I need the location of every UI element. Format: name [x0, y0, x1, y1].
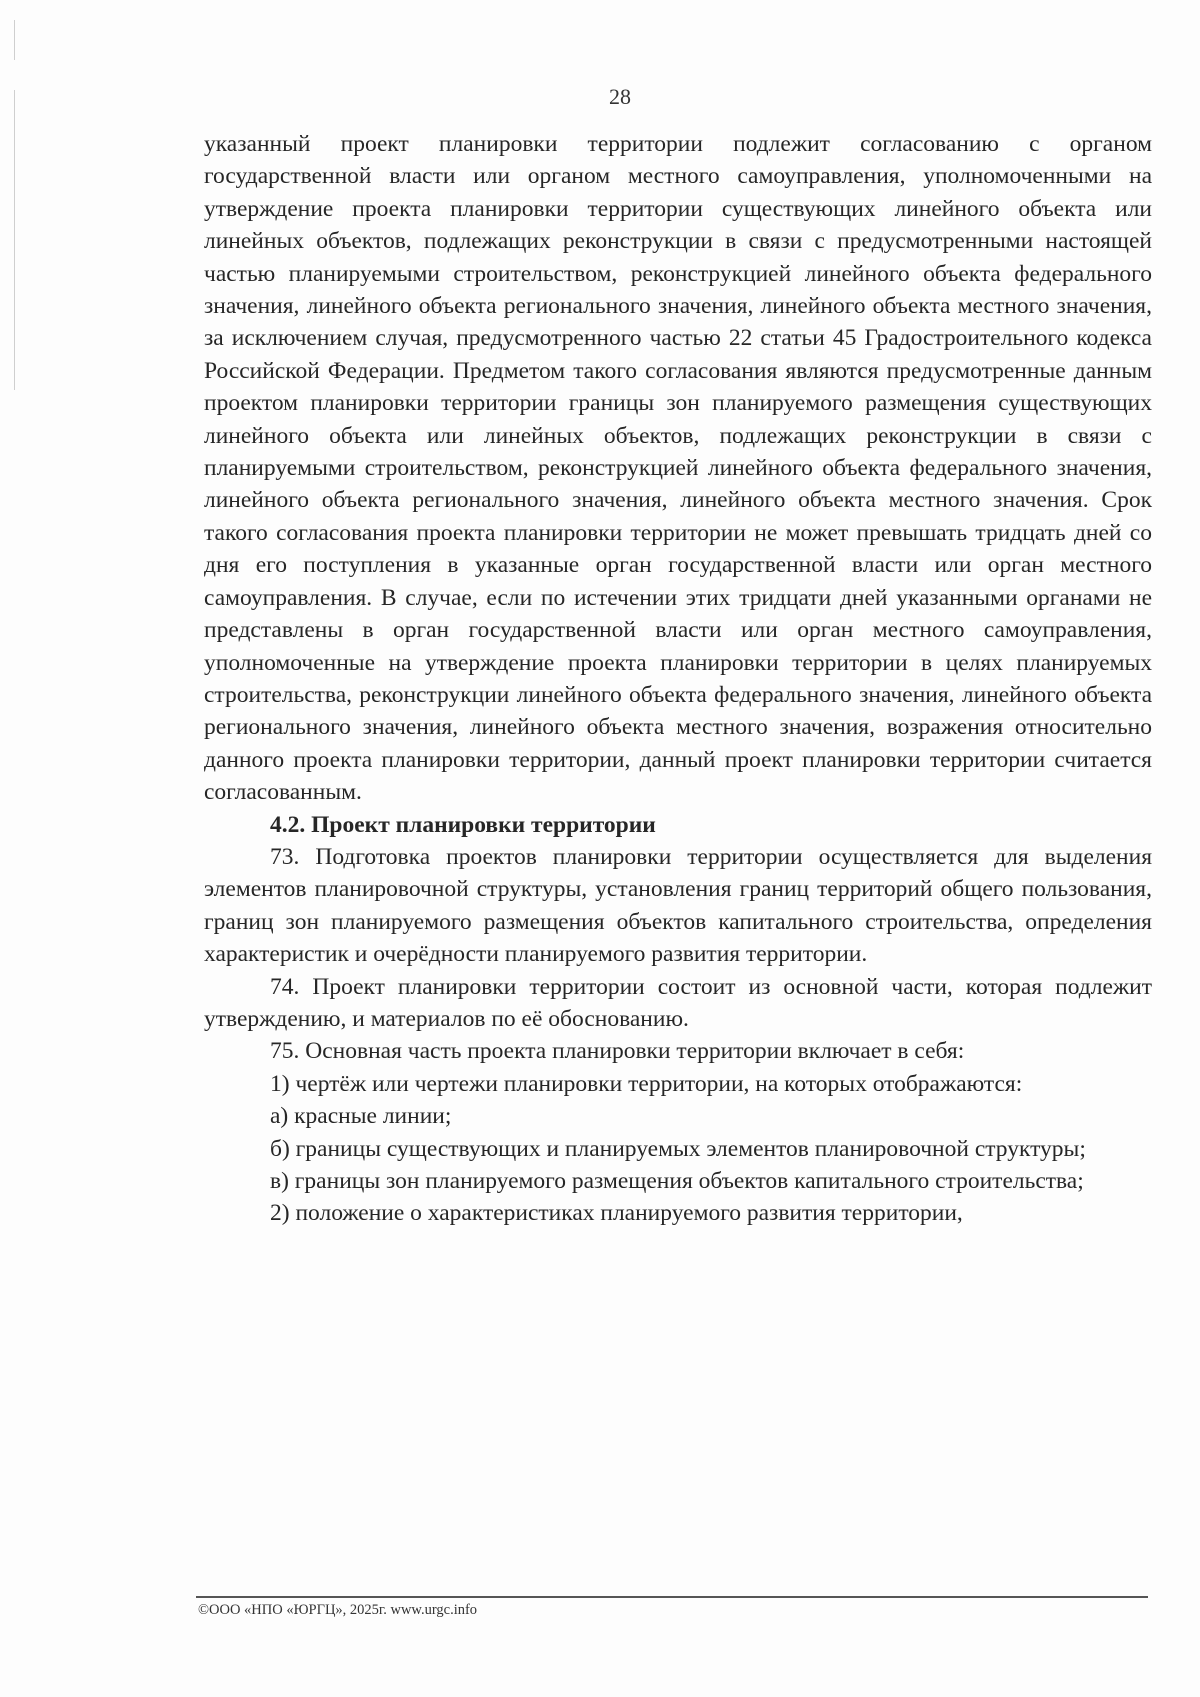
list-item-2: 2) положение о характеристиках планируемого развития территории, [270, 1200, 963, 1227]
list-item-v: в) границы зон планируемого размещения объектов капитального строительства; [270, 1168, 1084, 1194]
list-item-a: а) красные линии; [270, 1103, 452, 1130]
footer-divider [196, 1596, 1148, 1598]
document-body [204, 128, 1152, 1230]
scan-edge-mark [14, 20, 15, 60]
page-number: 28 [609, 84, 631, 109]
scan-edge-mark [14, 90, 15, 390]
list-item-b: б) границы существующих и планируемых элементов планировочной структуры; [270, 1135, 1086, 1162]
list-item-1: 1) чертёж или чертежи планировки территории, на которых отображаются: [270, 1070, 1023, 1097]
paragraph-continuation: указанный проект планировки территории подлежит согласованию с органом государственной власти или органом местного самоуправления, уполномоченными на утверждение проекта планировки территории существующих линейного объекта или линейных объектов, подлежащих реконструкции в связи с предусмотренными настоящей частью планируемыми строительством, реконструкцией линейного объекта федерального значения, линейного объекта регионального значения, линейного объекта местного значения, за исключением случая, предусмотренного частью 22 статьи 45 Градостроительного кодекса Российской Федерации. Предметом такого согласования являются предусмотренные данным проектом планировки территории границы зон планируемого размещения существующих линейного объекта или линейных объектов, подлежащих реконструкции в связи с планируемыми строительством, реконструкцией линейного объекта федерального значения, линейного объекта регионального значения, линейного объекта местного значения. Срок такого согласования проекта планировки территории не может превышать тридцать дней со дня его поступления в указанные орган государственной власти или орган местного самоуправления. В случае, если по истечении этих тридцати дней указанными органами не представлены в орган государственной власти или орган местного самоуправления, уполномоченные на утверждение проекта планировки территории в целях планируемых строительства, реконструкции линейного объекта федерального значения, линейного объекта регионального значения, линейного объекта местного значения, возражения относительно данного проекта планировки территории, данный проект планировки территории считается согласованным. [204, 131, 1152, 806]
section-heading: 4.2. Проект планировки территории [270, 811, 656, 838]
paragraph-74: 74. Проект планировки территории состоит из основной части, которая подлежит утверждению, и материалов по её обоснованию. [204, 973, 1152, 1032]
paragraph-73: 73. Подготовка проектов планировки территории осуществляется для выделения элементов планировочной структуры, установления границ территорий общего пользования, границ зон планируемого размещения объектов капитального строительства, определения характеристик и очерёдности планируемого развития территории. [204, 843, 1152, 968]
footer-copyright: ©ООО «НПО «ЮРГЦ», 2025г. www.urgc.info [198, 1602, 478, 1618]
paragraph-75: 75. Основная часть проекта планировки территории включает в себя: [270, 1038, 965, 1065]
